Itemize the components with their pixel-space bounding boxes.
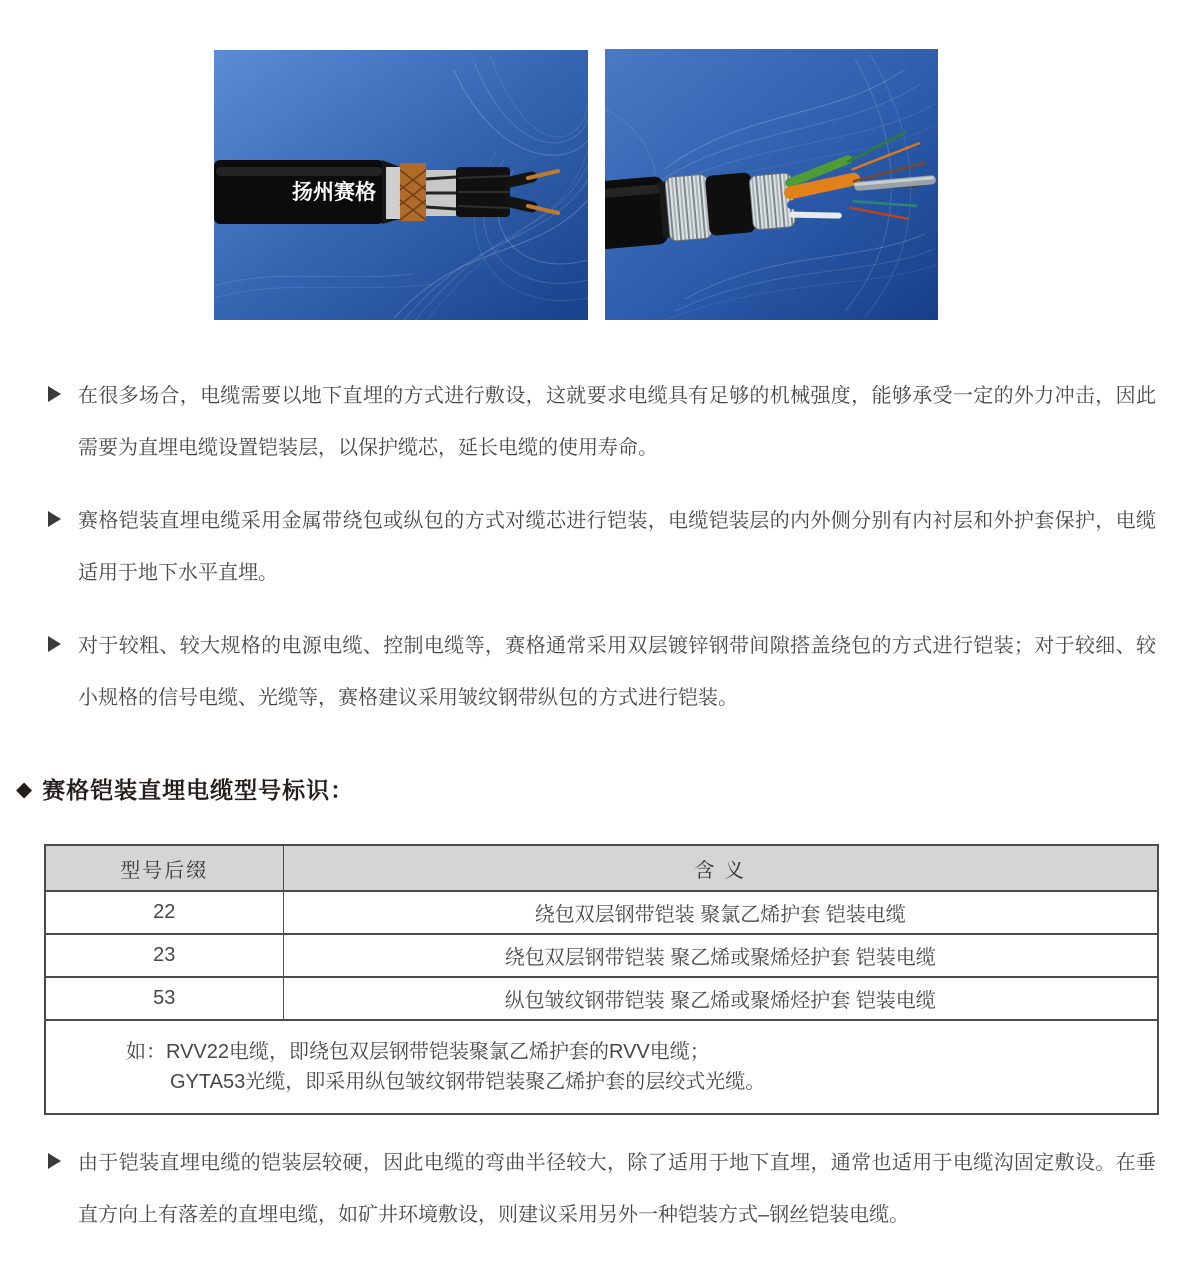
suffix-cell: 22 [45,891,283,934]
note-line: 如：RVV22电缆，即绕包双层钢带铠装聚氯乙烯护套的RVV电缆； [126,1041,710,1063]
cable-print-label: 扬州赛格 [292,181,376,204]
suffix-cell: 53 [45,977,283,1020]
meaning-cell: 纵包皱纹钢带铠装 聚乙烯或聚烯烃护套 铠装电缆 [283,977,1158,1020]
bullet-line: 直方向上有落差的直埋电缆，如矿井环境敷设，则建议采用另外一种铠装方式–钢丝铠装电缆。 [78,1204,910,1226]
suffix-cell: 23 [45,934,283,977]
copper-braid [400,163,426,221]
bullet-line: 在很多场合，电缆需要以地下直埋的方式进行敷设，这就要求电缆具有足够的机械强度，能够承受一定的外力冲击，因此 [78,385,1156,407]
bullet-line: 需要为直埋电缆设置铠装层，以保护缆芯，延长电缆的使用寿命。 [78,437,658,459]
table-row [45,977,1158,1020]
bullet-line: 赛格铠装直埋电缆采用金属带绕包或纵包的方式对缆芯进行铠装，电缆铠装层的内外侧分别有内衬层和外护套保护，电缆 [78,510,1156,532]
bullet-item-armor-methods [48,620,1156,724]
table-header-row [45,845,1158,891]
table-note-row [45,1020,1158,1114]
model-suffix-table [44,844,1159,1115]
bullet-text [78,495,1156,599]
meaning-cell: 绕包双层钢带铠装 聚氯乙烯护套 铠装电缆 [283,891,1158,934]
bullet-item-burial-strength [48,370,1156,474]
bullet-triangle-icon [48,511,61,527]
note-cell [45,1020,1158,1114]
bullet-triangle-icon [48,1153,61,1169]
bullet-line: 对于较粗、较大规格的电源电缆、控制电缆等，赛格通常采用双层镀锌钢带间隙搭盖绕包的方式进行铠装；对于较细、较 [78,635,1156,657]
table-header-suffix: 型号后缀 [45,845,283,891]
table-row [45,934,1158,977]
note-line: GYTA53光缆，即采用纵包皱纹钢带铠装聚乙烯护套的层绞式光缆。 [170,1071,766,1093]
armored-cable-illustration [214,50,588,320]
table-row [45,891,1158,934]
bullet-item-armor-structure [48,495,1156,599]
bullet-line: 由于铠装直埋电缆的铠装层较硬，因此电缆的弯曲半径较大，除了适用于地下直埋，通常也适用于电缆沟固定敷设。在垂 [78,1152,1156,1174]
section-heading [16,774,354,806]
bullet-triangle-icon [48,386,61,402]
corrugated-armor [665,174,712,241]
bullet-line: 适用于地下水平直埋。 [78,562,278,584]
bullet-line: 小规格的信号电缆、光缆等，赛格建议采用皱纹钢带纵包的方式进行铠装。 [78,687,738,709]
bullet-item-bending-radius [48,1137,1156,1241]
bullet-text [78,1137,1156,1241]
meaning-cell: 绕包双层钢带铠装 聚乙烯或聚烯烃护套 铠装电缆 [283,934,1158,977]
product-photo-armored-fiber-cable [605,49,938,320]
bullet-text [78,620,1156,724]
bullet-triangle-icon [48,636,61,652]
section-title: 赛格铠装直埋电缆型号标识： [42,777,355,803]
fiber-cable-illustration [605,49,938,320]
diamond-icon: ◆ [16,778,33,801]
bullet-text [78,370,1156,474]
cable-graphic [214,160,558,224]
product-photo-armored-cable [214,50,588,320]
table-header-meaning: 含 义 [283,845,1158,891]
